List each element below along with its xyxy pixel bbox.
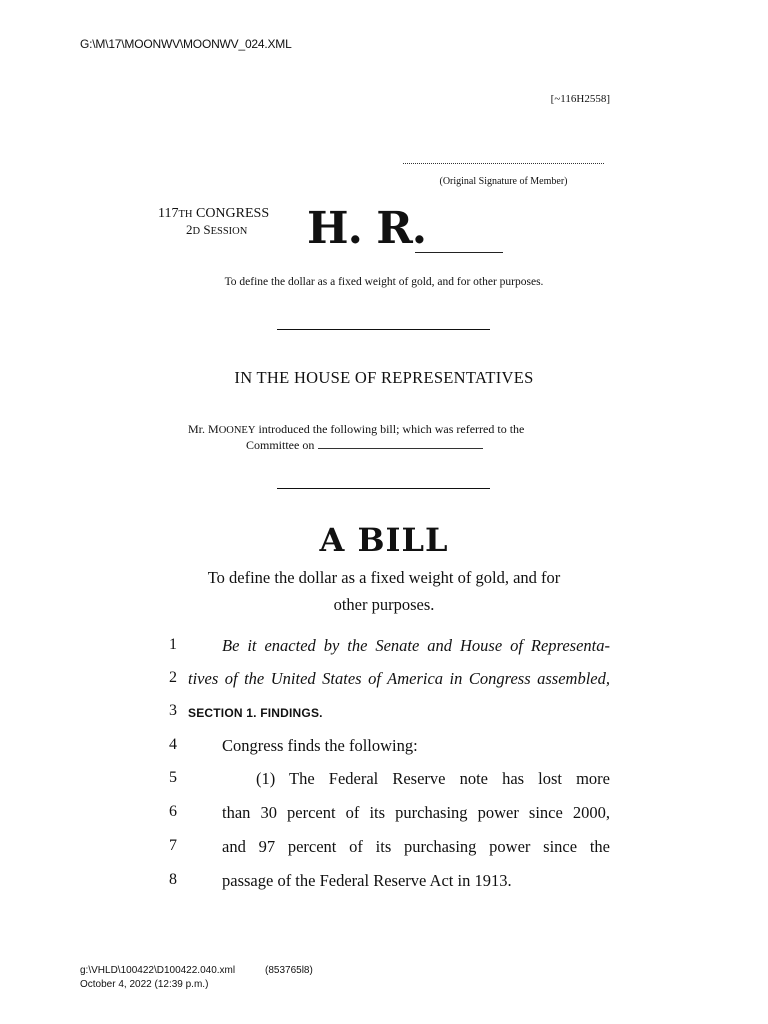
section-heading: SECTION 1. FINDINGS. [188,706,323,720]
footer-path: g:\VHLD\100422\D100422.040.xml [80,965,236,976]
congress-number-suffix: TH [178,209,193,220]
line-number: 2 [169,669,177,686]
line-number: 5 [169,769,177,786]
bill-designation [307,203,426,254]
session-suffix: D [192,226,201,237]
bill-id: [~116H2558] [550,93,610,105]
enacting-clause-line: tives of the United States of America in Congress assembled, [188,669,610,688]
session-word-first: S [200,222,211,237]
finding-line: than 30 percent of its purchasing power since 2000, [222,803,610,822]
congress-number-value: 117 [158,206,179,221]
committee-blank [318,438,483,449]
line-number: 8 [169,871,177,888]
finding-line: (1) The Federal Reserve note has lost more [256,769,610,788]
footer-date: October 4, 2022 (12:39 p.m.) [80,979,209,990]
file-path: G:\M\17\MOONWV\MOONWV_024.XML [80,37,292,51]
congress-number [158,206,269,223]
line-number: 3 [169,702,177,719]
footer-doc-number: (853765l8) [265,965,313,976]
sponsor-first: Mr. M [188,422,219,436]
line-number: 4 [169,736,177,753]
introduction-text: introduced the following bill; which was referred to the [255,422,525,436]
committee-line [246,438,483,453]
session [186,222,247,240]
bill-number-blank [415,252,503,253]
long-title-line: To define the dollar as a fixed weight of gold, and for [207,568,561,587]
signature-line [403,163,604,164]
long-title-line: other purposes. [333,595,435,614]
short-title: To define the dollar as a fixed weight of gold, and for other purposes. [224,276,544,288]
session-number: 2 [186,222,193,237]
finding-line: and 97 percent of its purchasing power since the [222,837,610,856]
session-word-rest: ESSION [210,226,248,237]
finding-line: passage of the Federal Reserve Act in 1913. [222,871,512,890]
line-number: 7 [169,837,177,854]
signature-label: (Original Signature of Member) [439,176,568,187]
divider-rule [277,488,490,489]
bill-designation-label: H. R. [307,203,427,254]
body-text-line: Congress finds the following: [222,736,418,755]
sponsor-rest: OONEY [218,425,256,436]
divider-rule [277,329,490,330]
line-number: 6 [169,803,177,820]
a-bill-heading: A BILL [319,521,449,559]
enacting-clause-line: Be it enacted by the Senate and House of Representa- [222,636,610,655]
line-number: 1 [169,636,177,653]
committee-text: Committee on [246,438,315,452]
congress-word: CONGRESS [192,206,270,221]
house-heading: IN THE HOUSE OF REPRESENTATIVES [234,368,534,387]
introduction-line [188,422,524,437]
